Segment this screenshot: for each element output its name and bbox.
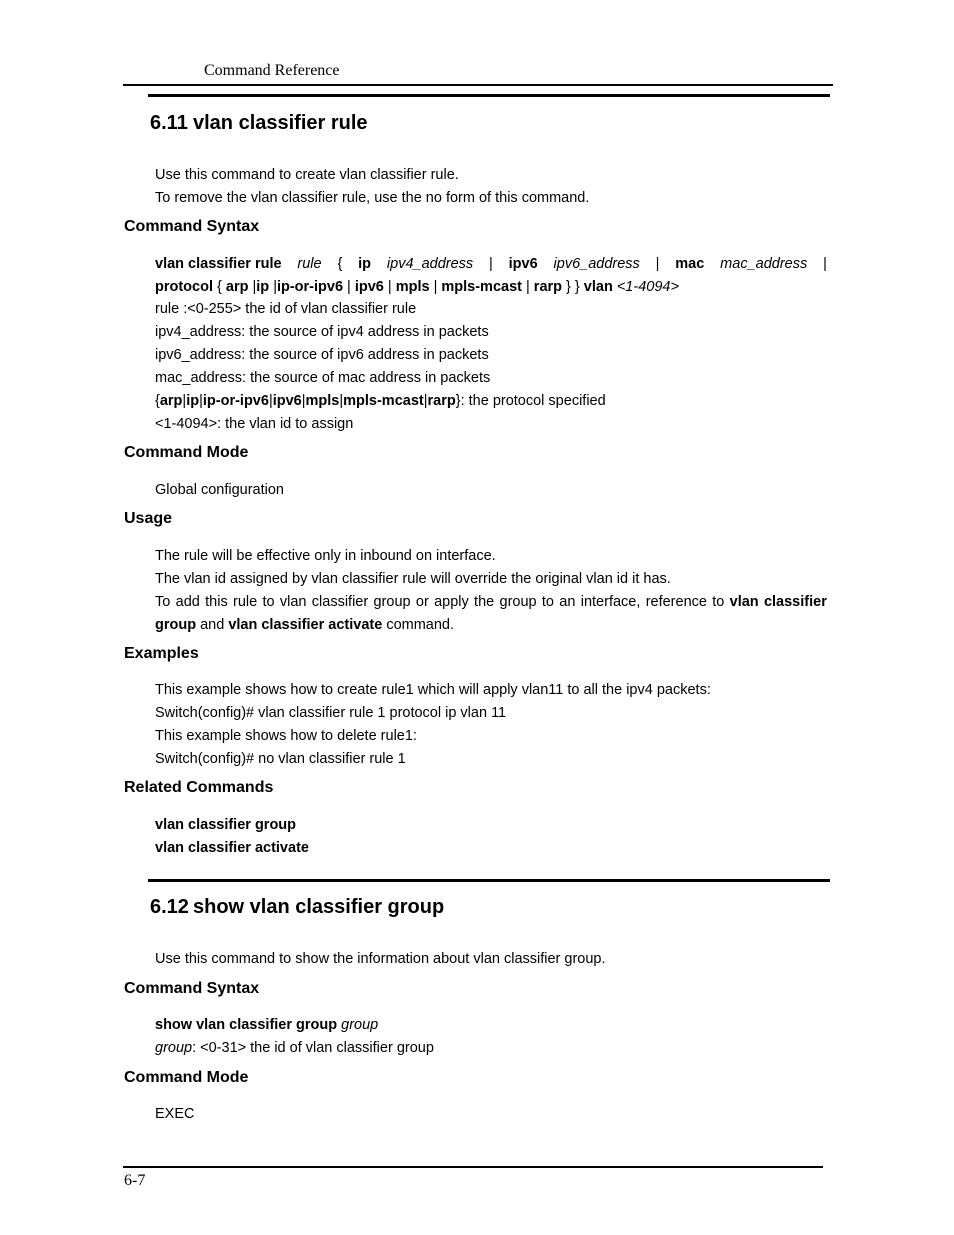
example-line: Switch(config)# vlan classifier rule 1 protocol ip vlan 11: [155, 705, 507, 721]
syntax-brace: {: [337, 256, 343, 272]
syntax-line: [155, 279, 679, 295]
usage-word: the: [474, 594, 495, 610]
subheading-related-commands: Related Commands: [124, 779, 274, 796]
syntax-keyword: rarp: [533, 279, 563, 295]
section-heading: [150, 896, 444, 919]
syntax-keyword: ipv6: [508, 256, 538, 272]
syntax-line: [155, 1017, 378, 1033]
usage-word: interface,: [580, 594, 641, 610]
syntax-separator: |: [521, 279, 534, 295]
mode-text: Global configuration: [155, 482, 284, 498]
section-title: show vlan classifier group: [193, 896, 445, 918]
syntax-keyword: ip: [358, 256, 372, 272]
usage-word: add: [175, 594, 200, 610]
param-description: mac_address: the source of mac address in packets: [155, 370, 491, 386]
param-keyword: mpls-mcast: [343, 393, 424, 409]
param-keyword: rarp: [427, 393, 456, 409]
syntax-keyword: vlan classifier rule: [155, 256, 282, 272]
syntax-argument: mac_address: [720, 256, 808, 272]
usage-word: apply: [434, 594, 469, 610]
subheading-command-mode: Command Mode: [124, 1069, 249, 1086]
usage-text: command.: [382, 617, 455, 633]
param-separator: |: [423, 393, 428, 409]
usage-word: group: [373, 594, 411, 610]
param-description: ipv6_address: the source of ipv6 address in packets: [155, 347, 489, 363]
syntax-keyword: mpls: [395, 279, 430, 295]
param-separator: |: [301, 393, 306, 409]
usage-word: this: [205, 594, 228, 610]
param-keyword: ip-or-ipv6: [202, 393, 269, 409]
syntax-separator: |: [823, 256, 827, 272]
section-title: vlan classifier rule: [193, 112, 368, 134]
related-command-name: vlan classifier group: [155, 817, 297, 833]
param-separator: |: [339, 393, 344, 409]
section-heading: [150, 112, 368, 135]
example-line: Switch(config)# no vlan classifier rule 1: [155, 751, 406, 767]
syntax-separator: |: [343, 279, 355, 295]
usage-word: group: [499, 594, 537, 610]
param-keyword: ip: [186, 393, 200, 409]
param-description: <1-4094>: the vlan id to assign: [155, 416, 354, 432]
section-rule: [148, 94, 830, 97]
usage-word: to: [712, 594, 725, 610]
syntax-line: [155, 256, 827, 272]
param-brace: {: [155, 393, 160, 409]
related-command-name: vlan classifier activate: [155, 840, 309, 856]
param-keyword: arp: [159, 393, 183, 409]
syntax-separator: |: [429, 279, 442, 295]
usage-word: to: [262, 594, 275, 610]
syntax-keyword: ip-or-ipv6: [276, 279, 344, 295]
syntax-separator: |: [383, 279, 396, 295]
intro-line: To remove the vlan classifier rule, use the no form of this command.: [155, 190, 590, 206]
subheading-command-syntax: Command Syntax: [124, 218, 260, 235]
section-rule: [148, 879, 830, 882]
subheading-usage: Usage: [124, 510, 173, 527]
usage-line: [155, 594, 827, 610]
usage-word: an: [559, 594, 576, 610]
param-description: ipv4_address: the source of ipv4 address in packets: [155, 324, 489, 340]
header-rule: [123, 84, 833, 86]
example-line: This example shows how to delete rule1:: [155, 728, 417, 744]
usage-keyword: vlan: [729, 594, 759, 610]
syntax-argument: rule: [297, 256, 322, 272]
syntax-keyword: ip: [256, 279, 270, 295]
usage-word: To: [155, 594, 171, 610]
syntax-separator: |: [489, 256, 493, 272]
usage-word: vlan: [279, 594, 307, 610]
page-number: 6-7: [124, 1172, 146, 1189]
param-argument: group: [155, 1040, 193, 1056]
param-description: [155, 393, 606, 409]
usage-keyword: vlan classifier activate: [228, 617, 383, 633]
intro-line: Use this command to show the information about vlan classifier group.: [155, 951, 606, 967]
syntax-separator: |: [248, 279, 257, 295]
param-separator: |: [182, 393, 187, 409]
related-command: [155, 840, 309, 856]
usage-keyword: classifier: [763, 594, 827, 610]
usage-word: classifier: [311, 594, 369, 610]
intro-line: Use this command to create vlan classifier rule.: [155, 167, 459, 183]
usage-line: The vlan id assigned by vlan classifier rule will override the original vlan id it has.: [155, 571, 671, 587]
syntax-separator: |: [655, 256, 660, 272]
syntax-keyword: arp: [225, 279, 249, 295]
subheading-command-mode: Command Mode: [124, 444, 249, 461]
syntax-brace: } }: [562, 279, 584, 295]
section-number: 6.11: [150, 112, 188, 134]
syntax-argument: <1-4094>: [612, 279, 679, 295]
syntax-brace: {: [213, 279, 226, 295]
usage-keyword: group: [155, 617, 197, 633]
syntax-keyword: mpls-mcast: [441, 279, 522, 295]
syntax-keyword: ipv6: [354, 279, 384, 295]
usage-word: or: [415, 594, 429, 610]
param-separator: |: [199, 393, 203, 409]
usage-word: rule: [233, 594, 258, 610]
section-number: 6.12: [150, 896, 189, 918]
syntax-keyword: protocol: [155, 279, 213, 295]
param-text: : <0-31> the id of vlan classifier group: [192, 1040, 434, 1056]
syntax-keyword: vlan: [583, 279, 613, 295]
related-command: [155, 817, 296, 833]
param-keyword: ipv6: [272, 393, 302, 409]
syntax-argument: ipv4_address: [386, 256, 474, 272]
param-keyword: mpls: [305, 393, 340, 409]
param-brace: }: [455, 393, 461, 409]
running-header: Command Reference: [204, 62, 340, 79]
param-description: rule :<0-255> the id of vlan classifier rule: [155, 301, 417, 317]
usage-word: to: [541, 594, 554, 610]
param-description: [155, 1040, 434, 1056]
syntax-separator: |: [269, 279, 277, 295]
param-text: : the protocol specified: [460, 393, 606, 409]
syntax-keyword: show vlan classifier group: [155, 1017, 338, 1033]
example-line: This example shows how to create rule1 which will apply vlan11 to all the ipv4 packets:: [155, 682, 711, 698]
footer-rule: [123, 1166, 823, 1168]
usage-line: [155, 617, 454, 633]
syntax-argument: ipv6_address: [553, 256, 640, 272]
syntax-keyword: mac: [675, 256, 705, 272]
syntax-argument: group: [337, 1017, 379, 1033]
mode-text: EXEC: [155, 1106, 195, 1122]
usage-text: and: [196, 617, 229, 633]
usage-word: reference: [645, 594, 707, 610]
usage-line: The rule will be effective only in inbound on interface.: [155, 548, 496, 564]
subheading-command-syntax: Command Syntax: [124, 980, 260, 997]
subheading-examples: Examples: [124, 645, 199, 662]
param-separator: |: [268, 393, 273, 409]
